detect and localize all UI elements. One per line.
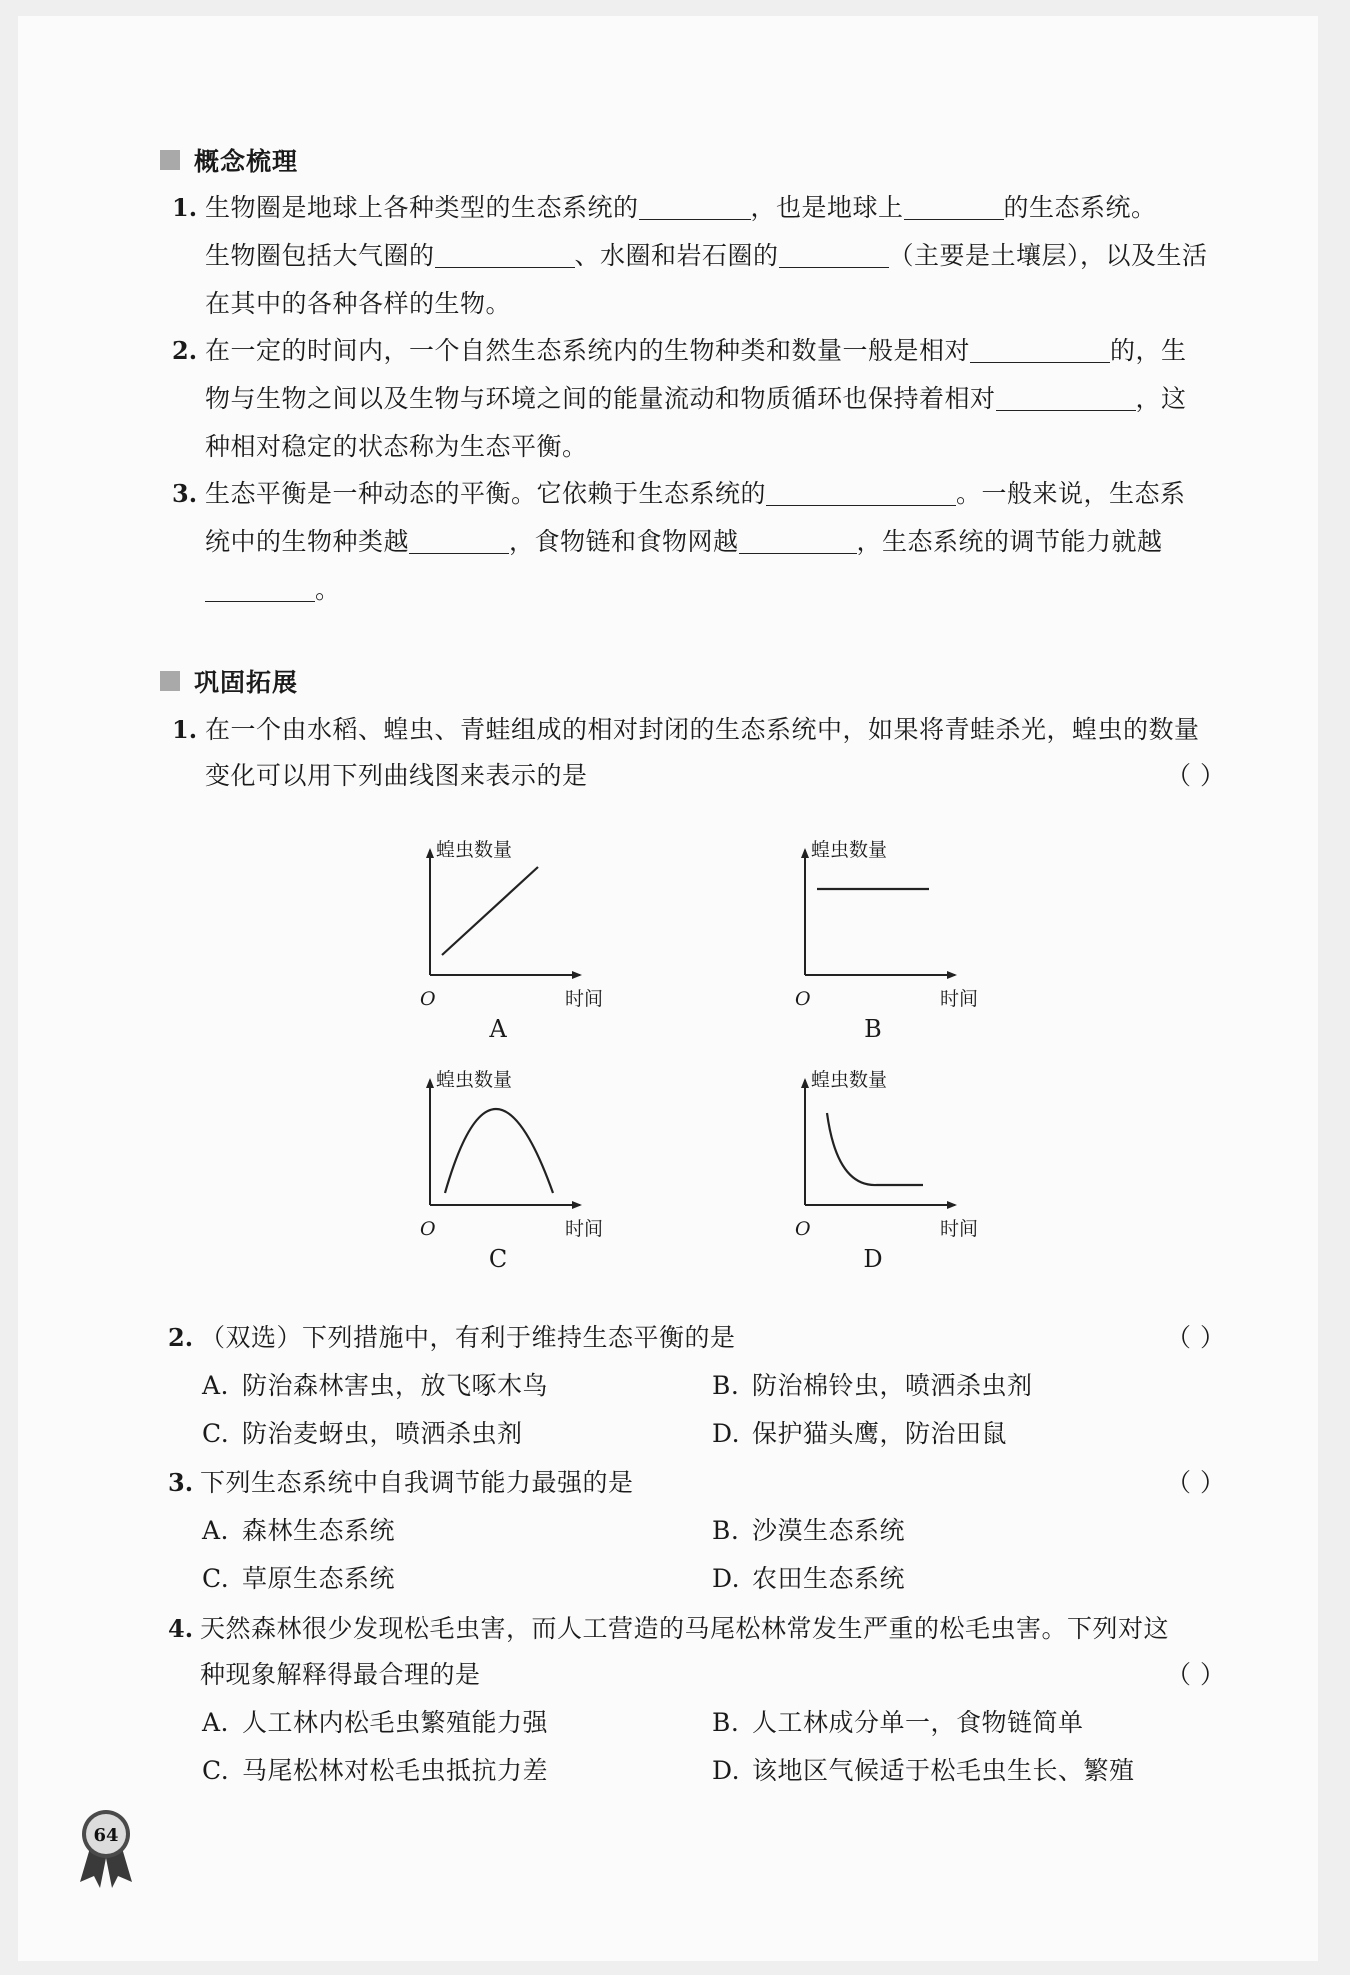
x-axis-arrow-icon <box>947 971 957 979</box>
x-axis-arrow-icon <box>572 971 582 979</box>
question-stem: 下列生态系统中自我调节能力最强的是 <box>200 1468 634 1497</box>
option-b[interactable] <box>712 1511 905 1551</box>
answer-paren[interactable] <box>1166 1463 1234 1503</box>
question-line <box>205 570 1250 610</box>
paren-right: ） <box>1200 761 1226 790</box>
paren-right: ） <box>1200 1660 1226 1689</box>
option-text: 草原生态系统 <box>242 1564 396 1593</box>
option-text: 防治麦蚜虫，喷洒杀虫剂 <box>242 1419 523 1448</box>
graph-label: A <box>489 1015 507 1043</box>
question-line: 在其中的各种各样的生物。 <box>205 289 512 318</box>
question-stem: 天然森林很少发现松毛虫害，而人工营造的马尾松林常发生严重的松毛虫害。下列对这 <box>200 1614 1170 1643</box>
answer-blank[interactable] <box>435 241 575 268</box>
question-line: 种相对稳定的状态称为生态平衡。 <box>205 432 588 461</box>
origin-label: O <box>795 988 811 1010</box>
answer-blank[interactable] <box>205 575 315 602</box>
answer-blank[interactable] <box>409 527 509 554</box>
option-letter: A. <box>202 1708 230 1737</box>
paren-left: （ <box>1166 1468 1192 1497</box>
text: ，生态系统的调节能力就越 <box>856 527 1163 556</box>
text: ，食物链和食物网越 <box>509 527 739 556</box>
option-d[interactable] <box>712 1414 1007 1454</box>
question-number: 2. <box>168 1323 194 1352</box>
y-axis-arrow-icon <box>801 848 809 858</box>
x-axis-label: 时间 <box>565 988 604 1010</box>
origin-label: O <box>420 1218 436 1240</box>
graph-label: B <box>864 1015 882 1043</box>
text: 统中的生物种类越 <box>205 527 410 556</box>
data-curve <box>442 867 538 955</box>
paren-left: （ <box>1166 1660 1192 1689</box>
option-letter: B. <box>712 1708 740 1737</box>
question-line <box>205 379 1250 419</box>
answer-blank[interactable] <box>779 241 889 268</box>
curve-graphs <box>395 825 1035 1295</box>
option-text: 防治棉铃虫，喷洒杀虫剂 <box>752 1371 1033 1400</box>
option-text: 农田生态系统 <box>752 1564 906 1593</box>
option-text: 沙漠生态系统 <box>752 1516 906 1545</box>
option-letter: B. <box>712 1371 740 1400</box>
page-number: 64 <box>93 1825 119 1846</box>
question-number: 1. <box>172 193 198 222</box>
y-axis-arrow-icon <box>426 848 434 858</box>
y-axis-label: 蝗虫数量 <box>811 839 888 861</box>
paren-right: ） <box>1200 1468 1226 1497</box>
question-number: 2. <box>172 336 198 365</box>
option-letter: A. <box>202 1516 230 1545</box>
question-stem: 种现象解释得最合理的是 <box>200 1660 481 1689</box>
section-marker-icon <box>160 671 180 691</box>
text: 的生态系统。 <box>1003 193 1157 222</box>
answer-blank[interactable] <box>970 336 1110 363</box>
question-stem: 变化可以用下列曲线图来表示的是 <box>205 761 588 790</box>
origin-label: O <box>795 1218 811 1240</box>
text: ，也是地球上 <box>750 193 904 222</box>
answer-blank[interactable] <box>766 479 956 506</box>
answer-blank[interactable] <box>904 193 1004 220</box>
y-axis-arrow-icon <box>426 1078 434 1088</box>
option-letter: A. <box>202 1371 230 1400</box>
text: 的，生 <box>1110 336 1187 365</box>
section-marker-icon <box>160 150 180 170</box>
option-d[interactable] <box>712 1559 905 1599</box>
answer-blank[interactable] <box>639 193 751 220</box>
option-c[interactable] <box>202 1751 548 1791</box>
question-line <box>205 188 1250 228</box>
option-a[interactable] <box>202 1366 548 1406</box>
option-text: 人工林内松毛虫繁殖能力强 <box>242 1708 549 1737</box>
text: 。 <box>315 575 341 604</box>
y-axis-label: 蝗虫数量 <box>811 1069 888 1091</box>
question-number: 4. <box>168 1614 194 1643</box>
text: 生态平衡是一种动态的平衡。它依赖于生态系统的 <box>205 479 767 508</box>
text: （主要是土壤层），以及生活 <box>888 241 1208 270</box>
text: 物与生物之间以及生物与环境之间的能量流动和物质循环也保持着相对 <box>205 384 996 413</box>
text: 生物圈是地球上各种类型的生态系统的 <box>205 193 639 222</box>
data-curve <box>445 1109 553 1193</box>
option-c[interactable] <box>202 1414 523 1454</box>
option-letter: D. <box>712 1419 741 1448</box>
option-letter: C. <box>202 1756 230 1785</box>
text: ，这 <box>1135 384 1187 413</box>
option-text: 该地区气候适于松毛虫生长、繁殖 <box>752 1756 1135 1785</box>
origin-label: O <box>420 988 436 1010</box>
option-letter: D. <box>712 1564 741 1593</box>
question-line <box>205 331 1250 371</box>
graph-label: C <box>488 1245 508 1273</box>
option-text: 防治森林害虫，放飞啄木鸟 <box>242 1371 549 1400</box>
section-title: 巩固拓展 <box>194 668 299 697</box>
question-stem: （双选）下列措施中，有利于维持生态平衡的是 <box>200 1323 736 1352</box>
x-axis-label: 时间 <box>940 988 979 1010</box>
x-axis-arrow-icon <box>572 1201 582 1209</box>
data-curve <box>827 1113 923 1185</box>
question-line <box>205 474 1250 514</box>
option-text: 马尾松林对松毛虫抵抗力差 <box>242 1756 549 1785</box>
option-a[interactable] <box>202 1511 395 1551</box>
option-letter: B. <box>712 1516 740 1545</box>
text: 。一般来说，生态系 <box>956 479 1186 508</box>
answer-paren[interactable] <box>1166 1318 1234 1358</box>
x-axis-arrow-icon <box>947 1201 957 1209</box>
option-text: 保护猫头鹰，防治田鼠 <box>752 1419 1008 1448</box>
answer-blank[interactable] <box>739 527 857 554</box>
y-axis-label: 蝗虫数量 <box>436 1069 513 1091</box>
question-line <box>205 236 1250 276</box>
question-stem: 在一个由水稻、蝗虫、青蛙组成的相对封闭的生态系统中，如果将青蛙杀光，蝗虫的数量 <box>205 715 1200 744</box>
answer-paren[interactable] <box>1166 756 1234 796</box>
question-number: 3. <box>172 479 198 508</box>
section-heading-consolidation <box>160 666 298 696</box>
option-letter: D. <box>712 1756 741 1785</box>
option-d[interactable] <box>712 1751 1135 1791</box>
paren-left: （ <box>1166 1323 1192 1352</box>
option-text: 人工林成分单一，食物链简单 <box>752 1708 1084 1737</box>
paren-right: ） <box>1200 1323 1226 1352</box>
option-letter: C. <box>202 1564 230 1593</box>
question-line <box>205 522 1250 562</box>
section-title: 概念梳理 <box>194 147 299 176</box>
option-b[interactable] <box>712 1366 1033 1406</box>
graph-label: D <box>863 1245 883 1273</box>
answer-paren[interactable] <box>1166 1655 1234 1695</box>
x-axis-label: 时间 <box>565 1218 604 1240</box>
x-axis-label: 时间 <box>940 1218 979 1240</box>
option-b[interactable] <box>712 1703 1084 1743</box>
answer-blank[interactable] <box>996 384 1136 411</box>
y-axis-label: 蝗虫数量 <box>436 839 513 861</box>
section-heading-concepts <box>160 145 298 175</box>
page-number-badge <box>76 1808 136 1888</box>
paren-left: （ <box>1166 761 1192 790</box>
text: 、水圈和岩石圈的 <box>574 241 779 270</box>
text: 生物圈包括大气圈的 <box>205 241 435 270</box>
text: 在一定的时间内，一个自然生态系统内的生物种类和数量一般是相对 <box>205 336 971 365</box>
option-text: 森林生态系统 <box>242 1516 396 1545</box>
question-number: 3. <box>168 1468 194 1497</box>
option-letter: C. <box>202 1419 230 1448</box>
question-number: 1. <box>172 715 198 744</box>
y-axis-arrow-icon <box>801 1078 809 1088</box>
option-a[interactable] <box>202 1703 548 1743</box>
option-c[interactable] <box>202 1559 395 1599</box>
